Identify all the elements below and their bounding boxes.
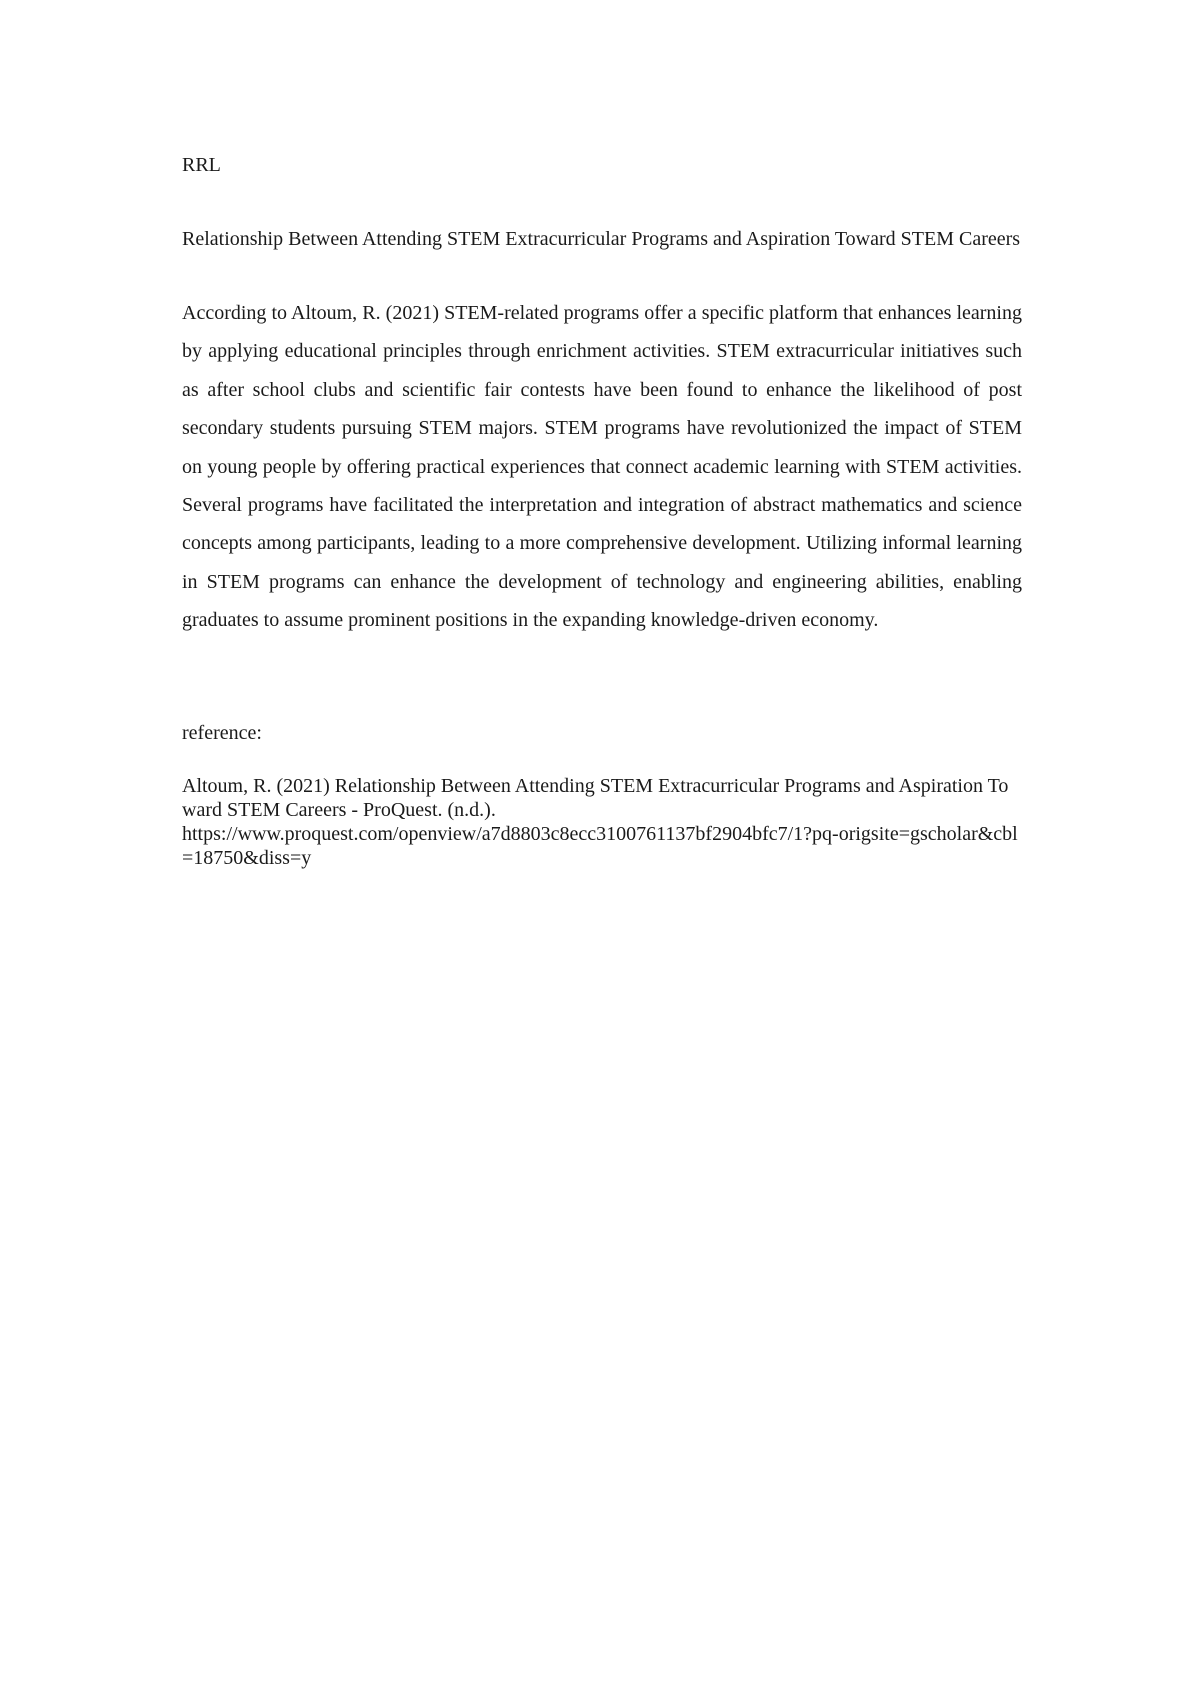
- section-title: Relationship Between Attending STEM Extracurricular Programs and Aspiration Toward STEM Careers: [182, 228, 1021, 250]
- document-content: [182, 146, 1022, 870]
- document-heading: RRL: [182, 154, 221, 176]
- body-paragraph: According to Altoum, R. (2021) STEM-related programs offer a specific platform that enhances learning by applying educational principles through enrichment activities. STEM extracurricular initiatives such as after school clubs and scientific fair contests have been found to enhance the likelihood of post secondary students pursuing STEM majors. STEM programs have revolutionized the impact of STEM on young people by offering practical experiences that connect academic learning with STEM activities. Several programs have facilitated the interpretation and integration of abstract mathematics and science concepts among participants, leading to a more comprehensive development. Utilizing informal learning in STEM programs can enhance the development of technology and engineering abilities, enabling graduates to assume prominent positions in the expanding knowledge-driven economy.: [182, 302, 1022, 632]
- reference-url: https://www.proquest.com/openview/a7d8803c8ecc3100761137bf2904bfc7/1?pq-origsite=gscholar&cbl=18750&diss=y: [182, 822, 1018, 869]
- reference-label: reference:: [182, 721, 262, 744]
- reference-citation: Altoum, R. (2021) Relationship Between Attending STEM Extracurricular Programs and Aspiration Toward STEM Careers - ProQuest. (n.d.).: [182, 774, 1009, 821]
- reference-entry: [182, 774, 1022, 870]
